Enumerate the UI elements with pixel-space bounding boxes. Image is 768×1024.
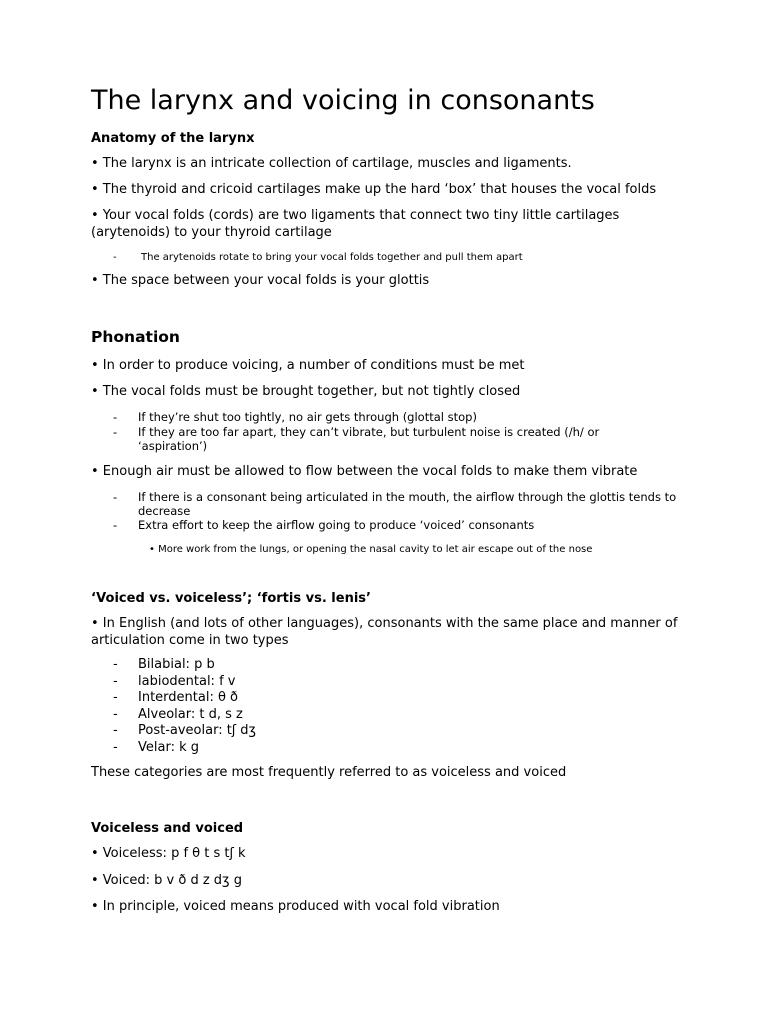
anatomy-point-1: • The larynx is an intricate collection of cartilage, muscles and ligaments. xyxy=(91,156,572,171)
fortis-point-1: • In English (and lots of other languages), consonants with the same place and manner of articulation come in two types xyxy=(91,616,678,648)
fortis-point-2: These categories are most frequently referred to as voiceless and voiced xyxy=(91,765,567,780)
fortis-heading: ‘Voiced vs. voiceless’; ‘fortis vs. lenis’ xyxy=(91,591,371,606)
phonation-subpoint-4-text: Extra effort to keep the airflow going to produce ‘voiced’ consonants xyxy=(138,518,535,532)
list-item-text: Bilabial: p b xyxy=(138,657,215,672)
dash-marker: - xyxy=(113,657,118,672)
phonation-subpoint-1-text: If they’re shut too tightly, no air gets through (glottal stop) xyxy=(138,410,477,424)
voiceless-point-1: • Voiceless: p f θ t s tʃ k xyxy=(91,846,246,861)
phonation-subpoint-3-text: If there is a consonant being articulated in the mouth, the airflow through the glottis tends to decrease xyxy=(138,490,677,518)
dash-marker: - xyxy=(113,425,118,439)
phonation-point-2: • The vocal folds must be brought together, but not tightly closed xyxy=(91,384,521,399)
dash-marker: - xyxy=(113,252,117,263)
anatomy-subpoint-1 xyxy=(113,251,673,264)
phonation-subpoint-4 xyxy=(113,518,673,532)
list-item-text: Interdental: θ ð xyxy=(138,690,239,705)
phonation-heading: Phonation xyxy=(91,328,180,346)
phonation-subpoint-2-text: If they are too far apart, they can’t vibrate, but turbulent noise is created (/h/ or ‘aspiration’) xyxy=(138,425,600,453)
document-title: The larynx and voicing in consonants xyxy=(91,85,595,116)
dash-marker: - xyxy=(113,690,118,705)
dash-marker: - xyxy=(113,490,118,504)
phonation-subpoint-3 xyxy=(113,490,677,518)
phonation-point-1: • In order to produce voicing, a number of conditions must be met xyxy=(91,358,525,373)
dash-marker: - xyxy=(113,410,118,424)
voiced-point-3: • In principle, voiced means produced with vocal fold vibration xyxy=(91,899,500,914)
list-item-text: Post-aveolar: tʃ dʒ xyxy=(138,723,257,738)
dash-marker: - xyxy=(113,706,118,722)
anatomy-point-2: • The thyroid and cricoid cartilages make up the hard ‘box’ that houses the vocal folds xyxy=(91,182,657,197)
list-item-text: labiodental: f v xyxy=(138,673,236,689)
list-item-text: Velar: k g xyxy=(138,739,200,755)
dash-marker: - xyxy=(113,739,118,755)
voiceless-heading: Voiceless and voiced xyxy=(91,821,244,836)
dash-marker: - xyxy=(113,723,118,738)
phonation-deep-point-1: • More work from the lungs, or opening the nasal cavity to let air escape out of the nose xyxy=(149,544,593,555)
dash-marker: - xyxy=(113,518,118,532)
voiced-point-2: • Voiced: b v ð d z dʒ g xyxy=(91,873,242,888)
dash-marker: - xyxy=(113,673,118,689)
list-item-text: Alveolar: t d, s z xyxy=(138,706,243,722)
anatomy-subpoint-1-text: The arytenoids rotate to bring your vocal folds together and pull them apart xyxy=(141,252,523,263)
anatomy-point-3: • Your vocal folds (cords) are two ligaments that connect two tiny little cartilages (arytenoids) to your thyroid cartilage xyxy=(91,208,620,240)
phonation-point-3: • Enough air must be allowed to flow between the vocal folds to make them vibrate xyxy=(91,464,638,479)
anatomy-point-4: • The space between your vocal folds is your glottis xyxy=(91,273,430,288)
phonation-subpoint-2 xyxy=(113,425,673,453)
anatomy-heading: Anatomy of the larynx xyxy=(91,131,255,146)
phonation-subpoint-1 xyxy=(113,410,673,424)
